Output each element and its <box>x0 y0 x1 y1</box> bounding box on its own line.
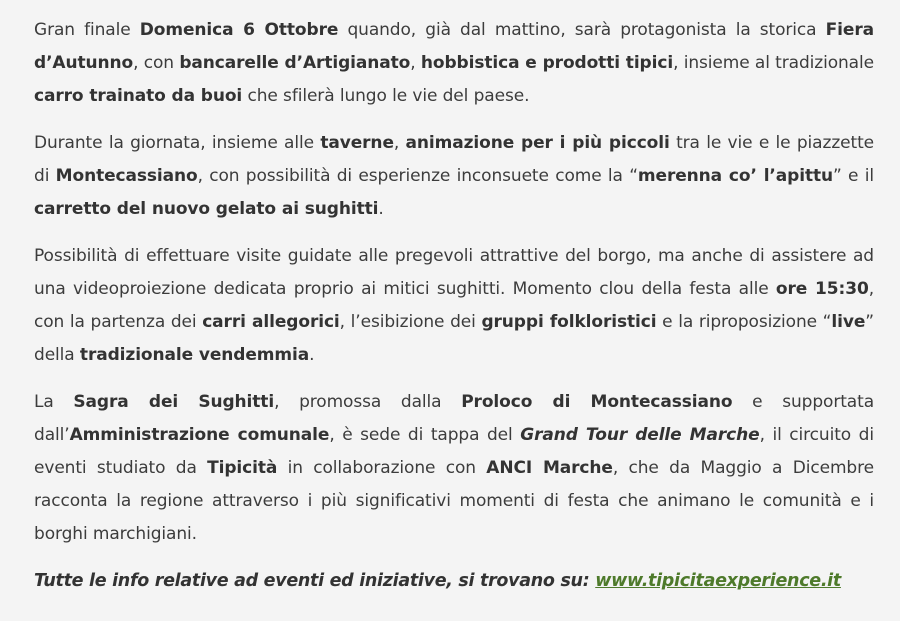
text: in collaborazione con <box>277 458 487 478</box>
bold-text: Tipicità <box>207 458 278 478</box>
text: ” e il <box>833 166 875 186</box>
text: tra le vie e le piazzette di <box>34 133 874 186</box>
paragraph-sagra <box>34 386 874 551</box>
bold-text: Proloco di Montecassiano <box>461 392 733 412</box>
text: , <box>393 133 406 153</box>
text: e supportata dall’ <box>34 392 875 445</box>
text: e la riproposizione “ <box>656 312 832 332</box>
article-body <box>34 14 874 598</box>
text: , l’esibizione dei <box>339 312 482 332</box>
tipicita-link[interactable]: www.tipicitaexperience.it <box>595 571 841 591</box>
bold-text: carretto del nuovo gelato ai sughitti <box>34 199 379 219</box>
bold-text: taverne <box>320 133 394 153</box>
text: ” della <box>34 312 874 365</box>
text: che sfilerà lungo le vie del paese. <box>242 86 530 106</box>
text: . <box>309 345 315 365</box>
text: La <box>34 392 74 412</box>
text: quando, già dal mattino, sarà protagonista la storica <box>338 20 826 40</box>
paragraph-giornata <box>34 127 874 226</box>
text: Durante la giornata, insieme alle <box>34 133 321 153</box>
bold-text: gruppi folkloristici <box>481 312 657 332</box>
bold-text: ore 15:30 <box>775 279 869 299</box>
bold-text: Amministrazione comunale <box>69 425 330 445</box>
info-footer <box>34 565 874 598</box>
paragraph-visite <box>34 240 874 372</box>
text: , è sede di tappa del <box>329 425 521 445</box>
text: , <box>410 53 421 73</box>
text: Gran finale <box>34 20 140 40</box>
bold-text: animazione per i più piccoli <box>405 133 670 153</box>
bold-text: Montecassiano <box>55 166 198 186</box>
bold-text: tradizionale vendemmia <box>79 345 310 365</box>
text: , promossa dalla <box>274 392 462 412</box>
footer-text: Tutte le info relative ad eventi ed iniziative, si trovano su: <box>34 571 596 591</box>
text: , che da Maggio a Dicembre racconta la regione attraverso i più significativi momenti di festa che animano le comunità e i borghi marchigiani. <box>34 458 874 544</box>
text: , il circuito di eventi studiato da <box>34 425 874 478</box>
bold-italic-text: Grand Tour delle Marche <box>520 425 760 445</box>
text: Possibilità di effettuare visite guidate alle pregevoli attrattive del borgo, ma anche di assistere ad una videoproiezione dedicata proprio ai mitici sughitti. Momento clou della festa alle <box>34 246 874 299</box>
bold-text: merenna co’ l’apittu <box>637 166 833 186</box>
bold-text: carro trainato da buoi <box>34 86 243 106</box>
bold-text: bancarelle d’Artigianato <box>179 53 411 73</box>
bold-text: Fiera d’Autunno <box>34 20 874 73</box>
bold-text: ANCI Marche <box>486 458 613 478</box>
text: , con la partenza dei <box>34 279 874 332</box>
bold-text: Sagra dei Sughitti <box>73 392 275 412</box>
text: , insieme al tradizionale <box>673 53 874 73</box>
text: . <box>378 199 384 219</box>
text: , con <box>133 53 180 73</box>
paragraph-fiera <box>34 14 874 113</box>
bold-text: Domenica 6 Ottobre <box>139 20 339 40</box>
bold-text: carri allegorici <box>202 312 340 332</box>
bold-text: hobbistica e prodotti tipici <box>420 53 674 73</box>
bold-text: live <box>831 312 866 332</box>
text: , con possibilità di esperienze inconsuete come la “ <box>197 166 638 186</box>
